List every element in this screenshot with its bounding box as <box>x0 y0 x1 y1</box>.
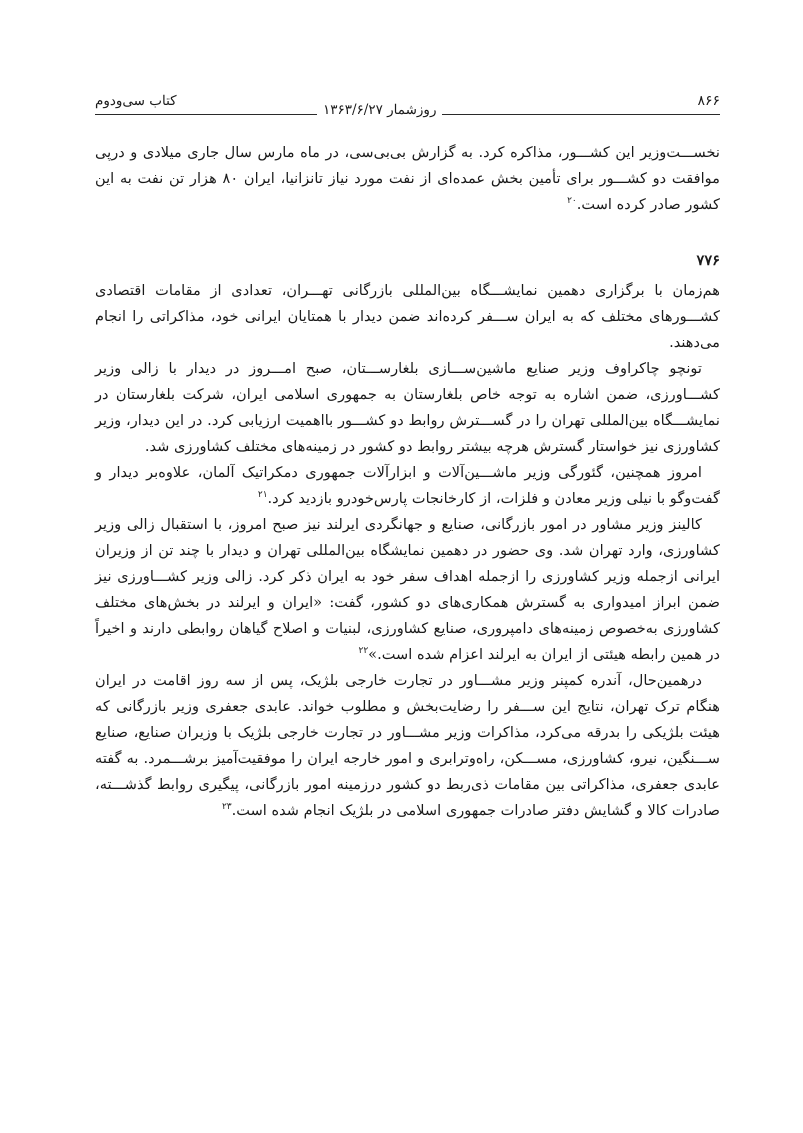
paragraph-text: کالینز وزیر مشاور در امور بازرگانی، صنایع و جهانگردی ایرلند نیز صبح امروز، با استقبال زالی وزیر کشاورزی، وارد تهران شد. وی حضور در دهمین نمایشگاه بین‌المللی تهران و دیدار با چند تن از وزیران ایرانی ازجمله وزیر کشاورزی را ازجمله اهداف سفر خود به ایران ذکر کرد. زالی وزیر کشـــاورزی نیز ضمن ابراز امیدواری به گسترش همکاری‌های دو کشور، گفت: «ایران و ایرلند در بخش‌های مختلف کشاورزی به‌خصوص زمینه‌های دامپروری، صنایع کشاورزی، لبنیات و اصلاح گیاهان روابطی دارند و اخیراً در همین رابطه هیئتی از ایران به ایرلند اعزام شده است.» <box>95 516 720 663</box>
chronology-date: روزشمار ۱۳۶۳/۶/۲۷ <box>317 100 442 120</box>
intro-paragraph <box>95 140 720 218</box>
footnote-marker: ۲۲ <box>358 646 369 657</box>
paragraph <box>95 356 720 460</box>
entry-number: ۷۷۶ <box>696 252 720 269</box>
book-title: کتاب سی‌ودوم <box>95 93 177 109</box>
paragraph <box>95 512 720 668</box>
footnote-marker: ۲۰ <box>567 196 577 207</box>
paragraph-text: نخســـت‌وزیر این کشـــور، مذاکره کرد. به گزارش بی‌بی‌سی، در ماه مارس سال جاری میلادی و درپی موافقت دو کشـــور برای تأمین بخش عمده‌ای از نفت مورد نیاز تانزانیا، ایران ۸۰ هزار تن نفت به این کشور صادر کرده است. <box>95 144 720 213</box>
document-page <box>95 88 720 824</box>
paragraph-text: درهمین‌حال، آندره کمپنر وزیر مشـــاور در تجارت خارجی بلژیک، پس از سه روز اقامت در ایران هنگام ترک تهران، نتایج این ســـفر را رضایت‌بخش و مطلوب خواند. عابدی جعفری وزیر بازرگانی که هیئت بلژیکی را بدرقه می‌کرد، مذاکرات وزیر مشـــاور در تجارت خارجی بلژیک با وزیران صنایع، صنایع ســـنگین، نیرو، کشاورزی، مســـکن، راه‌وترابری و امور خارجه ایران را موفقیت‌آمیز برشـــمرد. به گفته عابدی جعفری، مذاکراتی بین مقامات ذی‌ربط دو کشور درزمینه امور بازرگانی، پیگیری روابط گذشـــته، صادرات کالا و گشایش دفتر صادرات جمهوری اسلامی در بلژیک انجام شده است. <box>95 672 720 819</box>
body-text <box>95 140 720 824</box>
running-head <box>95 88 720 118</box>
paragraph <box>95 460 720 512</box>
footnote-marker: ۲۱ <box>257 490 268 501</box>
footnote-marker: ۲۳ <box>221 802 232 813</box>
paragraph <box>95 278 720 356</box>
paragraph-text: امروز همچنین، گئورگی وزیر ماشـــین‌آلات و ابزارآلات جمهوری دمکراتیک آلمان، علاوه‌بر دیدار و گفت‌وگو با نیلی وزیر معادن و فلزات، از کارخانجات پارس‌خودرو بازدید کرد. <box>95 464 720 507</box>
paragraph-text: تونچو چاکراوف وزیر صنایع ماشین‌ســـازی بلغارســـتان، صبح امـــروز در دیدار با زالی وزیر کشـــاورزی، ضمن اشاره به توجه خاص بلغارستان به جمهوری اسلامی ایران، شرکت بلغارستان در نمایشـــگاه بین‌المللی تهران را در گســـترش روابط دو کشـــور بااهمیت ارزیابی کرد. در این دیدار، وزیر کشاورزی نیز خواستار گسترش هرچه بیشتر روابط دو کشور در زمینه‌های مختلف کشاورزی شد. <box>95 360 720 455</box>
page-number: ۸۶۶ <box>697 93 720 109</box>
paragraph <box>95 668 720 824</box>
paragraph-text: هم‌زمان با برگزاری دهمین نمایشـــگاه بین‌المللی بازرگانی تهـــران، تعدادی از مقامات اقتصادی کشـــورهای مختلف که به ایران ســـفر کرده‌اند ضمن دیدار با همتایان ایرانی خود، مذاکراتی را انجام می‌دهند. <box>95 282 720 351</box>
